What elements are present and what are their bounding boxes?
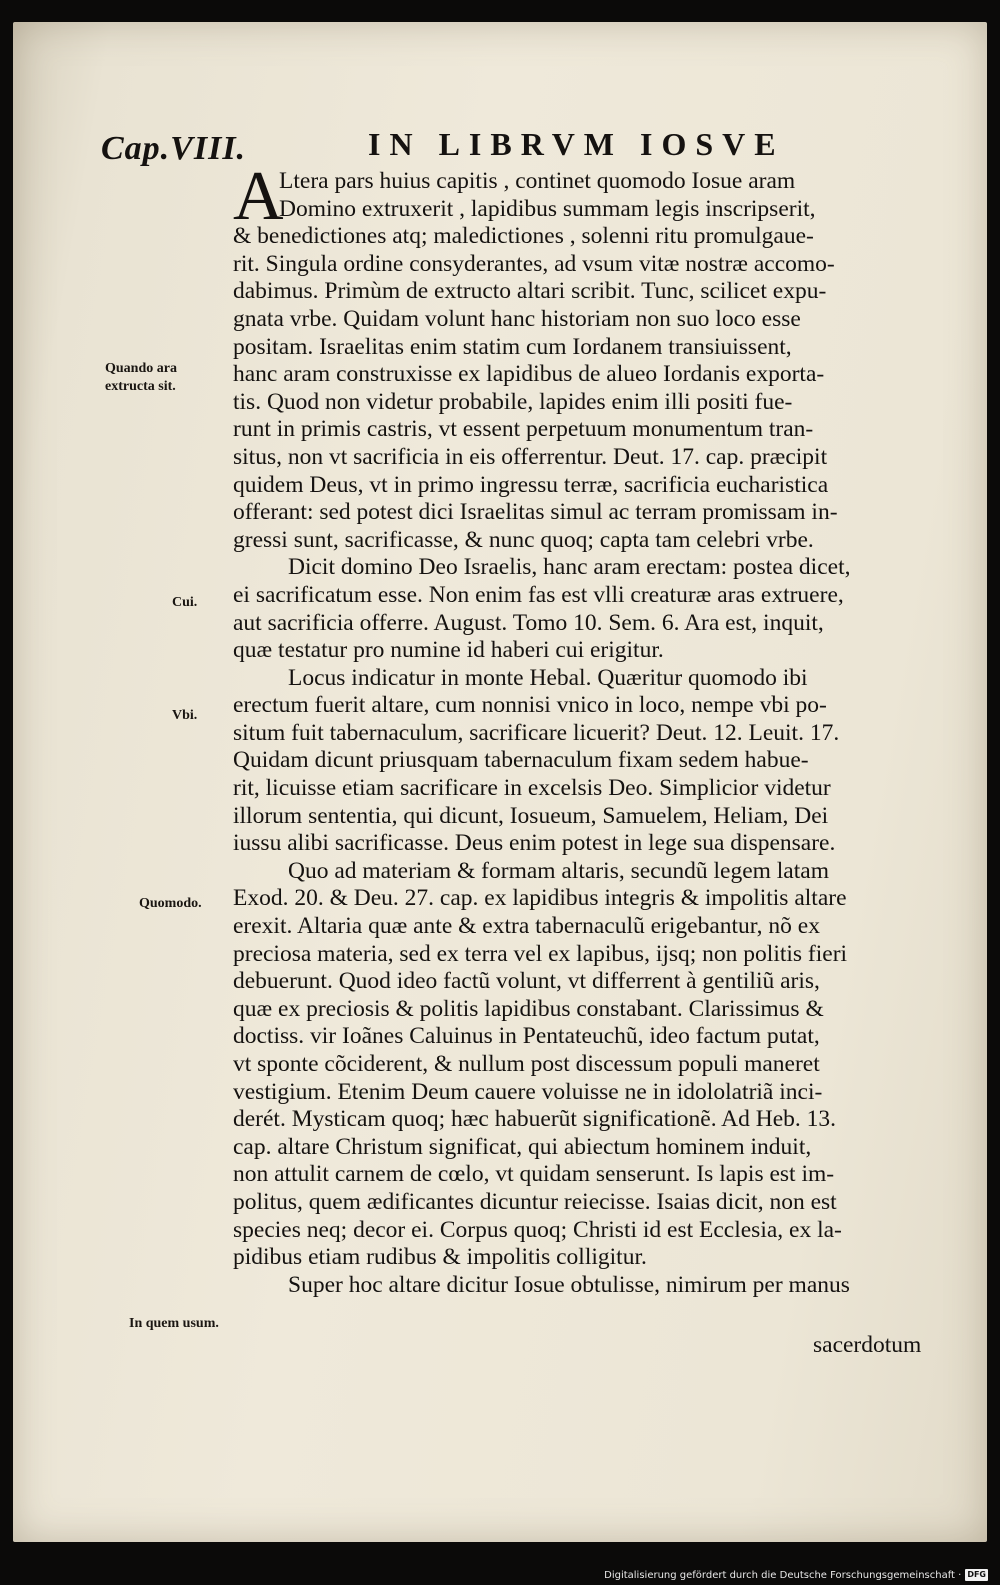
text-line: positam. Israelitas enim statim cum Iordanem transiuissent,: [233, 333, 792, 360]
book-page: [13, 22, 987, 1542]
text-line: Super hoc altare dicitur Iosue obtulisse, nimirum per manus: [288, 1271, 850, 1298]
text-line: doctiss. vir Ioãnes Caluinus in Pentateuchũ, ideo factum putat,: [233, 1023, 820, 1050]
text-line: dabimus. Primùm de extructo altari scribit. Tunc, scilicet expu-: [233, 278, 827, 305]
text-line: iussu alibi sacrificasse. Deus enim potest in lege sua dispensare.: [233, 830, 836, 857]
text-line: Domino extruxerit , lapidibus summam legis inscripserit,: [279, 195, 816, 222]
text-line: politus, quem ædificantes dicuntur reiecisse. Isaias dicit, non est: [233, 1188, 837, 1215]
text-line: tis. Quod non videtur probabile, lapides enim illi positi fue-: [233, 388, 793, 415]
text-line: pidibus etiam rudibus & impolitis colligitur.: [233, 1244, 647, 1271]
text-line: Exod. 20. & Deu. 27. cap. ex lapidibus integris & impolitis altare: [233, 885, 847, 912]
marginal-note-for-what-use: In quem usum.: [129, 1316, 219, 1331]
running-title: IN LIBRVM IOSVE: [368, 126, 785, 162]
main-text-block: [233, 158, 943, 1299]
text-line: gnata vrbe. Quidam volunt hanc historiam non suo loco esse: [233, 305, 801, 332]
text-line: derét. Mysticam quoq; hæc habuerũt significationẽ. Ad Heb. 13.: [233, 1106, 837, 1133]
chapter-heading: Cap.VIII.: [101, 130, 247, 167]
text-line: gressi sunt, sacrificasse, & nunc quoq; capta tam celebri vrbe.: [233, 526, 814, 553]
text-line: situs, non vt sacrificia in eis offerrentur. Deut. 17. cap. præcipit: [233, 443, 828, 470]
text-line: erectum fuerit altare, cum nonnisi vnico in loco, nempe vbi po-: [233, 692, 827, 719]
marginal-note-to-whom: Cui.: [172, 595, 198, 610]
text-line: quæ testatur pro numine id haberi cui erigitur.: [233, 637, 664, 664]
text-line: situm fuit tabernaculum, sacrificare licuerit? Deut. 12. Leuit. 17.: [233, 719, 840, 746]
drop-cap: A: [233, 158, 284, 235]
text-line: preciosa materia, sed ex terra vel ex lapibus, ijsq; non politis fieri: [233, 940, 848, 967]
text-line: Locus indicatur in monte Hebal. Quæritur quomodo ibi: [288, 664, 808, 691]
text-line: ei sacrificatum esse. Non enim fas est vlli creaturæ aras extruere,: [233, 581, 844, 608]
text-line: Dicit domino Deo Israelis, hanc aram erectam: postea dicet,: [288, 554, 851, 581]
digitization-credit: [604, 1569, 988, 1581]
text-line: cap. altare Christum significat, qui abiectum hominem induit,: [233, 1133, 812, 1160]
text-line: Quo ad materiam & formam altaris, secundũ legem latam: [288, 857, 829, 884]
text-line: quæ ex preciosis & politis lapidibus constabant. Clarissimus &: [233, 995, 824, 1022]
text-line: aut sacrificia offerre. August. Tomo 10. Sem. 6. Ara est, inquit,: [233, 609, 824, 636]
catchword: sacerdotum: [813, 1332, 922, 1358]
text-line: vestigium. Etenim Deum cauere voluisse ne in idololatriã inci-: [233, 1078, 823, 1105]
text-line: rit. Singula ordine consyderantes, ad vsum vitæ nostræ accomo-: [233, 250, 835, 277]
text-line: offerant: sed potest dici Israelitas simul ac terram promissam in-: [233, 499, 838, 526]
text-line: species neq; decor ei. Corpus quoq; Christi id est Ecclesia, ex la-: [233, 1216, 842, 1243]
text-line: Ltera pars huius capitis , continet quomodo Iosue aram: [279, 168, 796, 194]
text-line: debuerunt. Quod ideo factũ volunt, vt differrent à gentiliũ aris,: [233, 968, 820, 995]
text-line: rit, licuisse etiam sacrificare in excelsis Deo. Simplicior videtur: [233, 775, 831, 802]
marginal-note-how: Quomodo.: [139, 896, 202, 911]
text-line: non attulit carnem de cœlo, vt quidam senserunt. Is lapis est im-: [233, 1161, 835, 1188]
marginal-note-where: Vbi.: [172, 708, 198, 723]
text-line: & benedictiones atq; maledictiones , solenni ritu promulgaue-: [233, 223, 814, 250]
credit-text: Digitalisierung gefördert durch die Deutsche Forschungsgemeinschaft ·: [604, 1569, 962, 1581]
text-line: illorum sententia, qui dicunt, Iosueum, Samuelem, Heliam, Dei: [233, 802, 829, 829]
text-line: vt sponte cõciderent, & nullum post discessum populi maneret: [233, 1051, 820, 1077]
marginal-note-when: Quando ara extructa sit.: [105, 361, 177, 394]
text-line: Quidam dicunt priusquam tabernaculum fixam sedem habue-: [233, 747, 809, 774]
text-line: hanc aram construxisse ex lapidibus de alueo Iordanis exporta-: [233, 361, 825, 388]
text-line: erexit. Altaria quæ ante & extra tabernaculũ erigebantur, nõ ex: [233, 913, 820, 940]
text-line: quidem Deus, vt in primo ingressu terræ, sacrificia eucharistica: [233, 471, 829, 498]
dfg-logo-icon: DFG: [967, 1570, 986, 1579]
text-line: runt in primis castris, vt essent perpetuum monumentum tran-: [233, 416, 814, 443]
